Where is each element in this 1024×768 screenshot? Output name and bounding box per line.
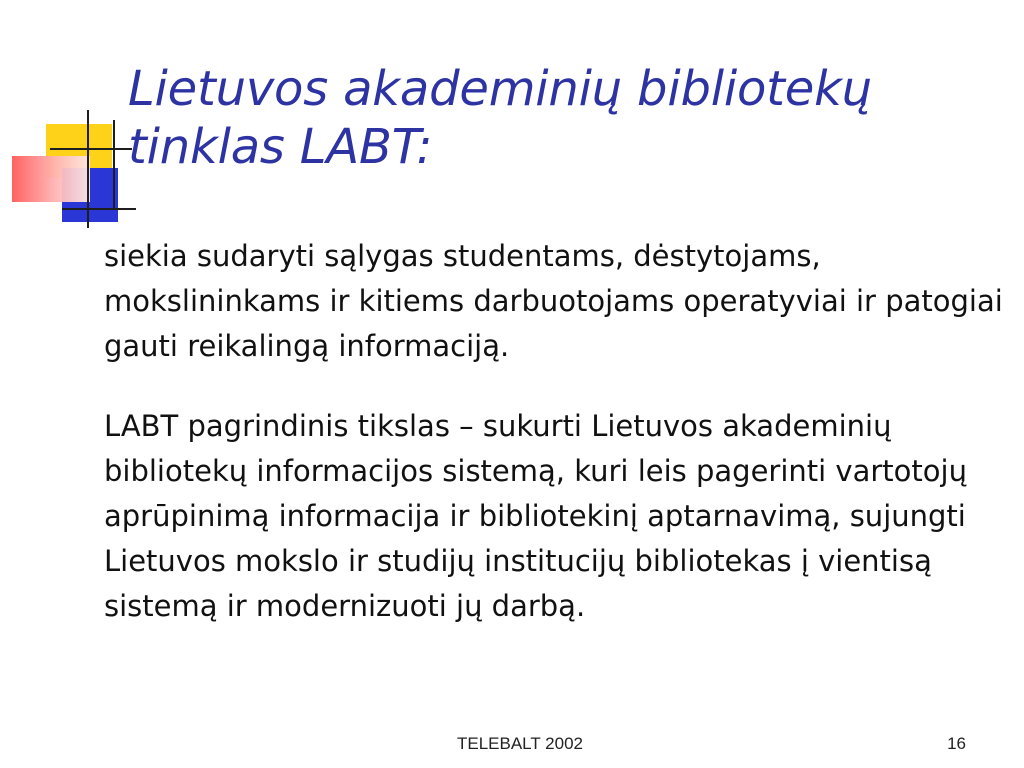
slide-title: Lietuvos akademinių bibliotekų tinklas LABT: bbox=[128, 61, 872, 175]
body-paragraph-1: siekia sudaryti sąlygas studentams, dėstytojams, mokslininkams ir kitiems darbuotojams operatyviai ir patogiai gauti reikalingą informaciją. bbox=[104, 239, 1003, 363]
logo-line bbox=[87, 110, 89, 228]
footer-text: TELEBALT 2002 bbox=[456, 734, 583, 753]
logo-red-square bbox=[12, 156, 90, 202]
body-paragraph-2: LABT pagrindinis tikslas – sukurti Lietuvos akademinių bibliotekų informacijos sistemą, kuri leis pagerinti vartotojų aprūpinimą informacija ir bibliotekinį aptarnavimą, sujungti Lietuvos mokslo ir studijų institucijų bibliotekas į vientisą sistemą ir modernizuoti jų darbą. bbox=[104, 409, 967, 623]
logo-line bbox=[62, 208, 136, 210]
page-number: 16 bbox=[947, 734, 966, 753]
logo-line bbox=[113, 120, 115, 210]
logo-line bbox=[50, 148, 132, 150]
